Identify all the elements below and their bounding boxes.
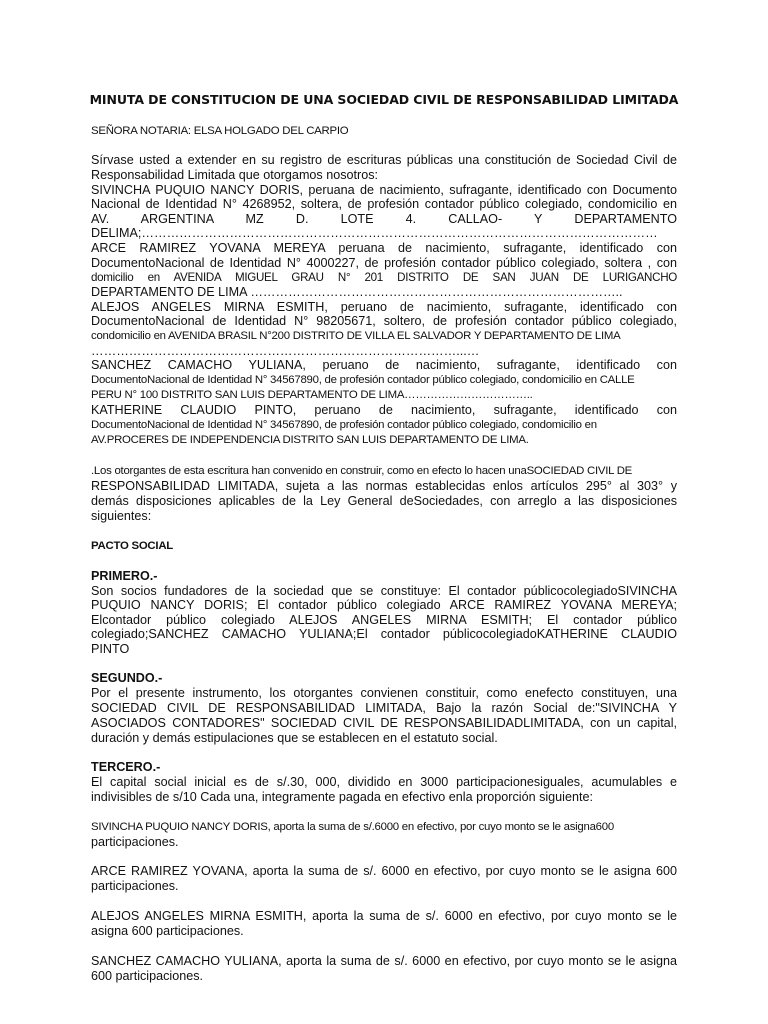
section-heading: TERCERO.- [91, 760, 161, 774]
text-line: RESPONSABILIDAD LIMITADA, sujeta a las normas establecidas enlos artículos 295° al 303° y [91, 479, 677, 493]
text-line: SIVINCHA PUQUIO NANCY DORIS, aporta la suma de s/.6000 en efectivo, por cuyo monto se le asigna600 [91, 821, 614, 833]
text-line: ……………………………………………………………………………...… [91, 344, 480, 358]
text-line: DocumentoNacional de Identidad N° 98205671, soltero, de profesión contador público colegiado, [91, 314, 677, 328]
text-line: colegiado;SANCHEZ CAMACHO YULIANA;El contador públicocolegiadoKATHERINE CLAUDIO [91, 627, 677, 641]
text-line: Por el presente instrumento, los otorgantes convienen constituir, como enefecto constituyen, una [91, 686, 677, 700]
text-line: DELIMA;…………………………………………………………………………………………………………… [91, 226, 658, 240]
text-line: PUQUIO NANCY DORIS; El contador público colegiado ARCE RAMIREZ YOVANA MEREYA; [91, 598, 677, 612]
section-heading: PACTO SOCIAL [91, 540, 174, 552]
text-line: SIVINCHA PUQUIO NANCY DORIS, peruana de nacimiento, sufragante, identificado con Documento [91, 183, 677, 197]
text-line: Elcontador público colegiado ALEJOS ANGELES MIRNA ESMITH; El contador público [91, 613, 677, 627]
text-line: participaciones. [91, 879, 179, 893]
text-line: AV.PROCERES DE INDEPENDENCIA DISTRITO SAN LUIS DEPARTAMENTO DE LIMA. [91, 434, 529, 446]
text-line: El capital social inicial es de s/.30, 000, dividido en 3000 participacionesiguales, acumulables e [91, 775, 677, 789]
text-line: Responsabilidad Limitada que otorgamos nosotros: [91, 168, 379, 182]
text-line: indivisibles de s/10 Cada una, integramente pagada en efectivo enla proporción siguiente: [91, 790, 593, 804]
text-line: ALEJOS ANGELES MIRNA ESMITH, peruano de nacimiento, sufragante, identificado con [91, 300, 677, 314]
text-line: PINTO [91, 642, 130, 656]
text-line: DocumentoNacional de Identidad N° 4000227, de profesión contador público colegiado, soltera , con [91, 256, 677, 270]
text-line: asigna 600 participaciones. [91, 924, 244, 938]
text-line: ALEJOS ANGELES MIRNA ESMITH, aporta la suma de s/. 6000 en efectivo, por cuyo monto se le [91, 909, 677, 923]
text-line: participaciones. [91, 835, 179, 849]
text-line: KATHERINE CLAUDIO PINTO, peruano de nacimiento, sufragante, identificado con [91, 403, 677, 417]
text-line: AV. ARGENTINA MZ D. LOTE 4. CALLAO- Y DEPARTAMENTO [91, 212, 677, 226]
text-line: DocumentoNacional de Identidad N° 34567890, de profesión contador público colegiado, condomicilio en [91, 419, 597, 431]
text-line: SOCIEDAD CIVIL DE RESPONSABILIDAD LIMITADA, Bajo la razón Social de:"SIVINCHA Y [91, 701, 677, 715]
text-line: siguientes: [91, 509, 152, 523]
text-line: 600 participaciones. [91, 969, 204, 983]
text-line: Son socios fundadores de la sociedad que se constituye: El contador públicocolegiadoSIVINCHA [91, 584, 677, 598]
text-line: ARCE RAMIREZ YOVANA MEREYA peruana de nacimiento, sufragante, identificado con [91, 241, 677, 255]
text-line: Nacional de Identidad N° 4268952, soltera, de profesión contador público colegiado, condomicilio en [91, 197, 677, 211]
text-line: DEPARTAMENTO DE LIMA …………………………………………………………………………….. [91, 285, 623, 299]
text-line: duración y demás estipulaciones que se establecen en el estatuto social. [91, 731, 498, 745]
text-line: demás disposiciones aplicables de la Ley General deSociedades, con arreglo a las disposiciones [91, 494, 677, 508]
section-heading: PRIMERO.- [91, 569, 158, 583]
text-line: Sírvase usted a extender en su registro de escrituras públicas una constitución de Sociedad Civil de [91, 153, 677, 167]
text-line: domicilio en AVENIDA MIGUEL GRAU N° 201 DISTRITO DE SAN JUAN DE LURIGANCHO [91, 271, 677, 284]
text-line: SANCHEZ CAMACHO YULIANA, peruano de nacimiento, sufragante, identificado con [91, 358, 677, 372]
text-line: SANCHEZ CAMACHO YULIANA, aporta la suma de s/. 6000 en efectivo, por cuyo monto se le asigna [91, 954, 677, 968]
section-heading: SEGUNDO.- [91, 671, 163, 685]
text-line: .Los otorgantes de esta escritura han convenido en construir, como en efecto lo hacen unaSOCIEDAD CIVIL DE [91, 465, 633, 477]
notary-line: SEÑORA NOTARIA: ELSA HOLGADO DEL CARPIO [91, 125, 349, 137]
text-line: PERU N° 100 DISTRITO SAN LUIS DEPARTAMENTO DE LIMA…………………………….. [91, 389, 533, 401]
text-line: condomicilio en AVENIDA BRASIL N°200 DISTRITO DE VILLA EL SALVADOR Y DEPARTAMENTO DE LIMA [91, 330, 621, 342]
document-title: MINUTA DE CONSTITUCION DE UNA SOCIEDAD CIVIL DE RESPONSABILIDAD LIMITADA [89, 92, 679, 107]
text-line: ARCE RAMIREZ YOVANA, aporta la suma de s/. 6000 en efectivo, por cuyo monto se le asigna 600 [91, 864, 677, 878]
text-line: DocumentoNacional de Identidad N° 34567890, de profesión contador público colegiado, condomicilio en CALLE [91, 374, 635, 386]
text-line: ASOCIADOS CONTADORES" SOCIEDAD CIVIL DE RESPONSABILIDADLIMITADA, con un capital, [91, 716, 677, 730]
